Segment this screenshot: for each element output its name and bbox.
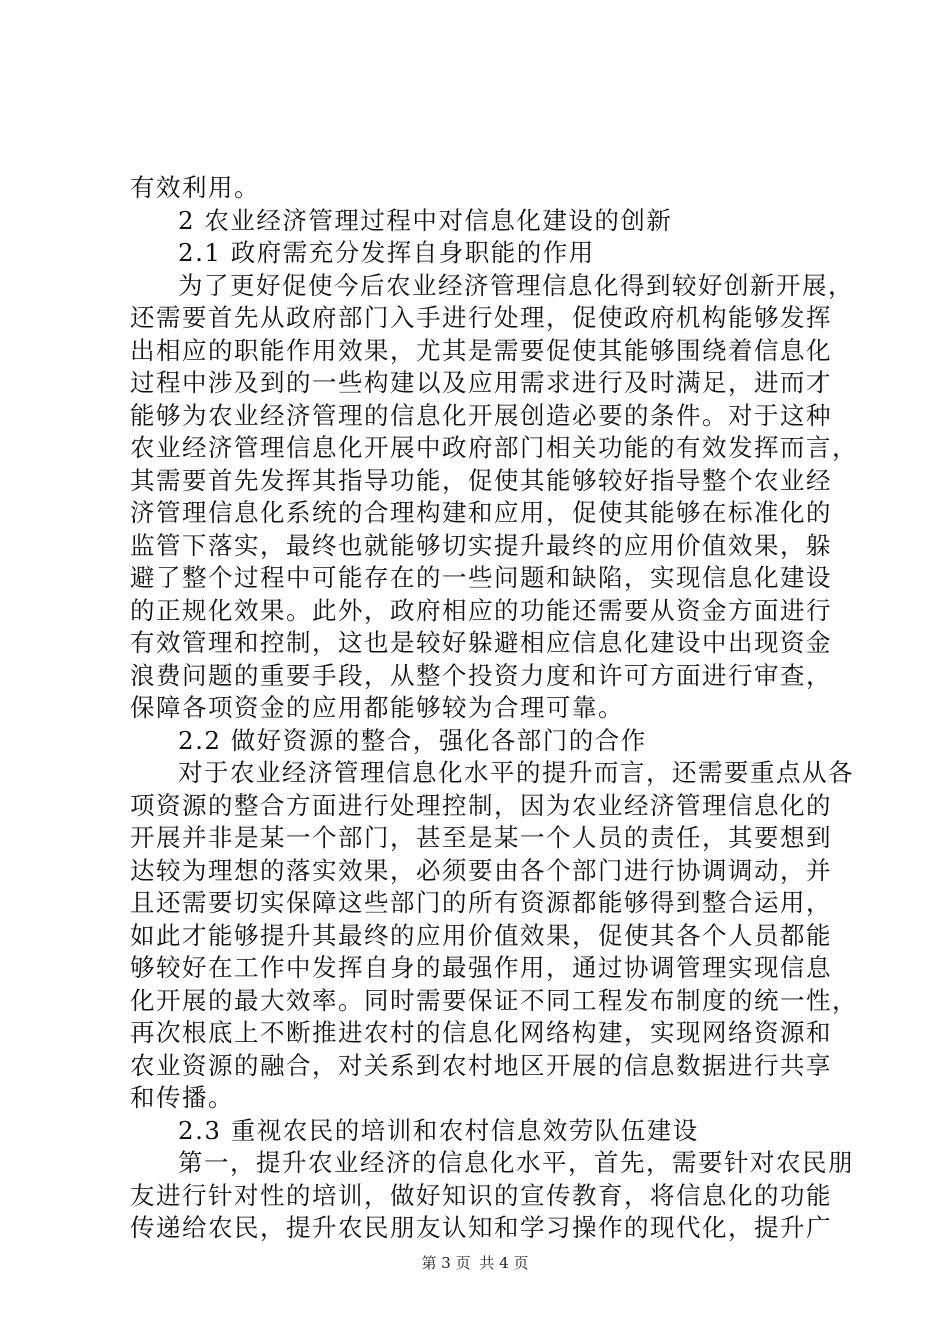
page-number: 第 3 页 — [421, 1254, 471, 1272]
text-line: 的正规化效果。此外，政府相应的功能还需要从资金方面进行 — [130, 595, 832, 625]
text-line: 出相应的职能作用效果，尤其是需要促使其能够围绕着信息化 — [130, 335, 832, 365]
document-body — [130, 172, 858, 1245]
text-line: 有效管理和控制，这也是较好躲避相应信息化建设中出现资金 — [130, 628, 832, 657]
text-line: 够较好在工作中发挥自身的最强作用，通过协调管理实现信息 — [130, 953, 832, 982]
text-line: 且还需要切实保障这些部门的所有资源都能够得到整合运用， — [130, 888, 832, 917]
text-line: 2.2 做好资源的整合，强化各部门的合作 — [178, 725, 647, 755]
text-line: 达较为理想的落实效果，必须要由各个部门进行协调调动，并 — [130, 855, 832, 885]
page-footer — [0, 1253, 950, 1273]
text-line: 化开展的最大效率。同时需要保证不同工程发布制度的统一性， — [130, 985, 858, 1015]
text-line: 2.1 政府需充分发挥自身职能的作用 — [178, 238, 595, 267]
text-line: 友进行针对性的培训，做好知识的宣传教育，将信息化的功能 — [130, 1180, 832, 1210]
text-line: 避了整个过程中可能存在的一些问题和缺陷，实现信息化建设 — [130, 563, 832, 592]
text-line: 对于农业经济管理信息化水平的提升而言，还需要重点从各 — [178, 758, 854, 787]
text-line: 传递给农民，提升农民朋友认知和学习操作的现代化，提升广 — [130, 1213, 832, 1242]
text-line: 过程中涉及到的一些构建以及应用需求进行及时满足，进而才 — [130, 368, 832, 397]
text-line: 还需要首先从政府部门入手进行处理，促使政府机构能够发挥 — [130, 303, 832, 332]
text-line: 保障各项资金的应用都能够较为合理可靠。 — [130, 693, 624, 722]
text-line: 其需要首先发挥其指导功能，促使其能够较好指导整个农业经 — [130, 465, 832, 495]
text-line: 能够为农业经济管理的信息化开展创造必要的条件。对于这种 — [130, 400, 832, 430]
text-line: 监管下落实，最终也就能够切实提升最终的应用价值效果，躲 — [130, 530, 832, 560]
text-line: 有效利用。 — [130, 173, 260, 202]
text-line: 再次根底上不断推进农村的信息化网络构建，实现网络资源和 — [130, 1018, 832, 1047]
text-line: 济管理信息化系统的合理构建和应用，促使其能够在标准化的 — [130, 498, 832, 527]
text-line: 和传播。 — [130, 1083, 234, 1112]
text-line: 2.3 重视农民的培训和农村信息效劳队伍建设 — [178, 1115, 699, 1145]
page-total: 共 4 页 — [479, 1254, 529, 1272]
text-line: 农业经济管理信息化开展中政府部门相关功能的有效发挥而言， — [130, 433, 858, 462]
text-line: 浪费问题的重要手段，从整个投资力度和许可方面进行审查， — [130, 660, 832, 690]
text-line: 第一，提升农业经济的信息化水平，首先，需要针对农民朋 — [178, 1148, 854, 1177]
text-line: 如此才能够提升其最终的应用价值效果，促使其各个人员都能 — [130, 920, 832, 950]
text-line: 2 农业经济管理过程中对信息化建设的创新 — [178, 205, 673, 235]
text-line: 农业资源的融合，对关系到农村地区开展的信息数据进行共享 — [130, 1050, 832, 1080]
text-line: 项资源的整合方面进行处理控制，因为农业经济管理信息化的 — [130, 790, 832, 820]
text-line: 开展并非是某一个部门，甚至是某一个人员的责任，其要想到 — [130, 823, 832, 852]
text-line: 为了更好促使今后农业经济管理信息化得到较好创新开展， — [178, 270, 854, 300]
